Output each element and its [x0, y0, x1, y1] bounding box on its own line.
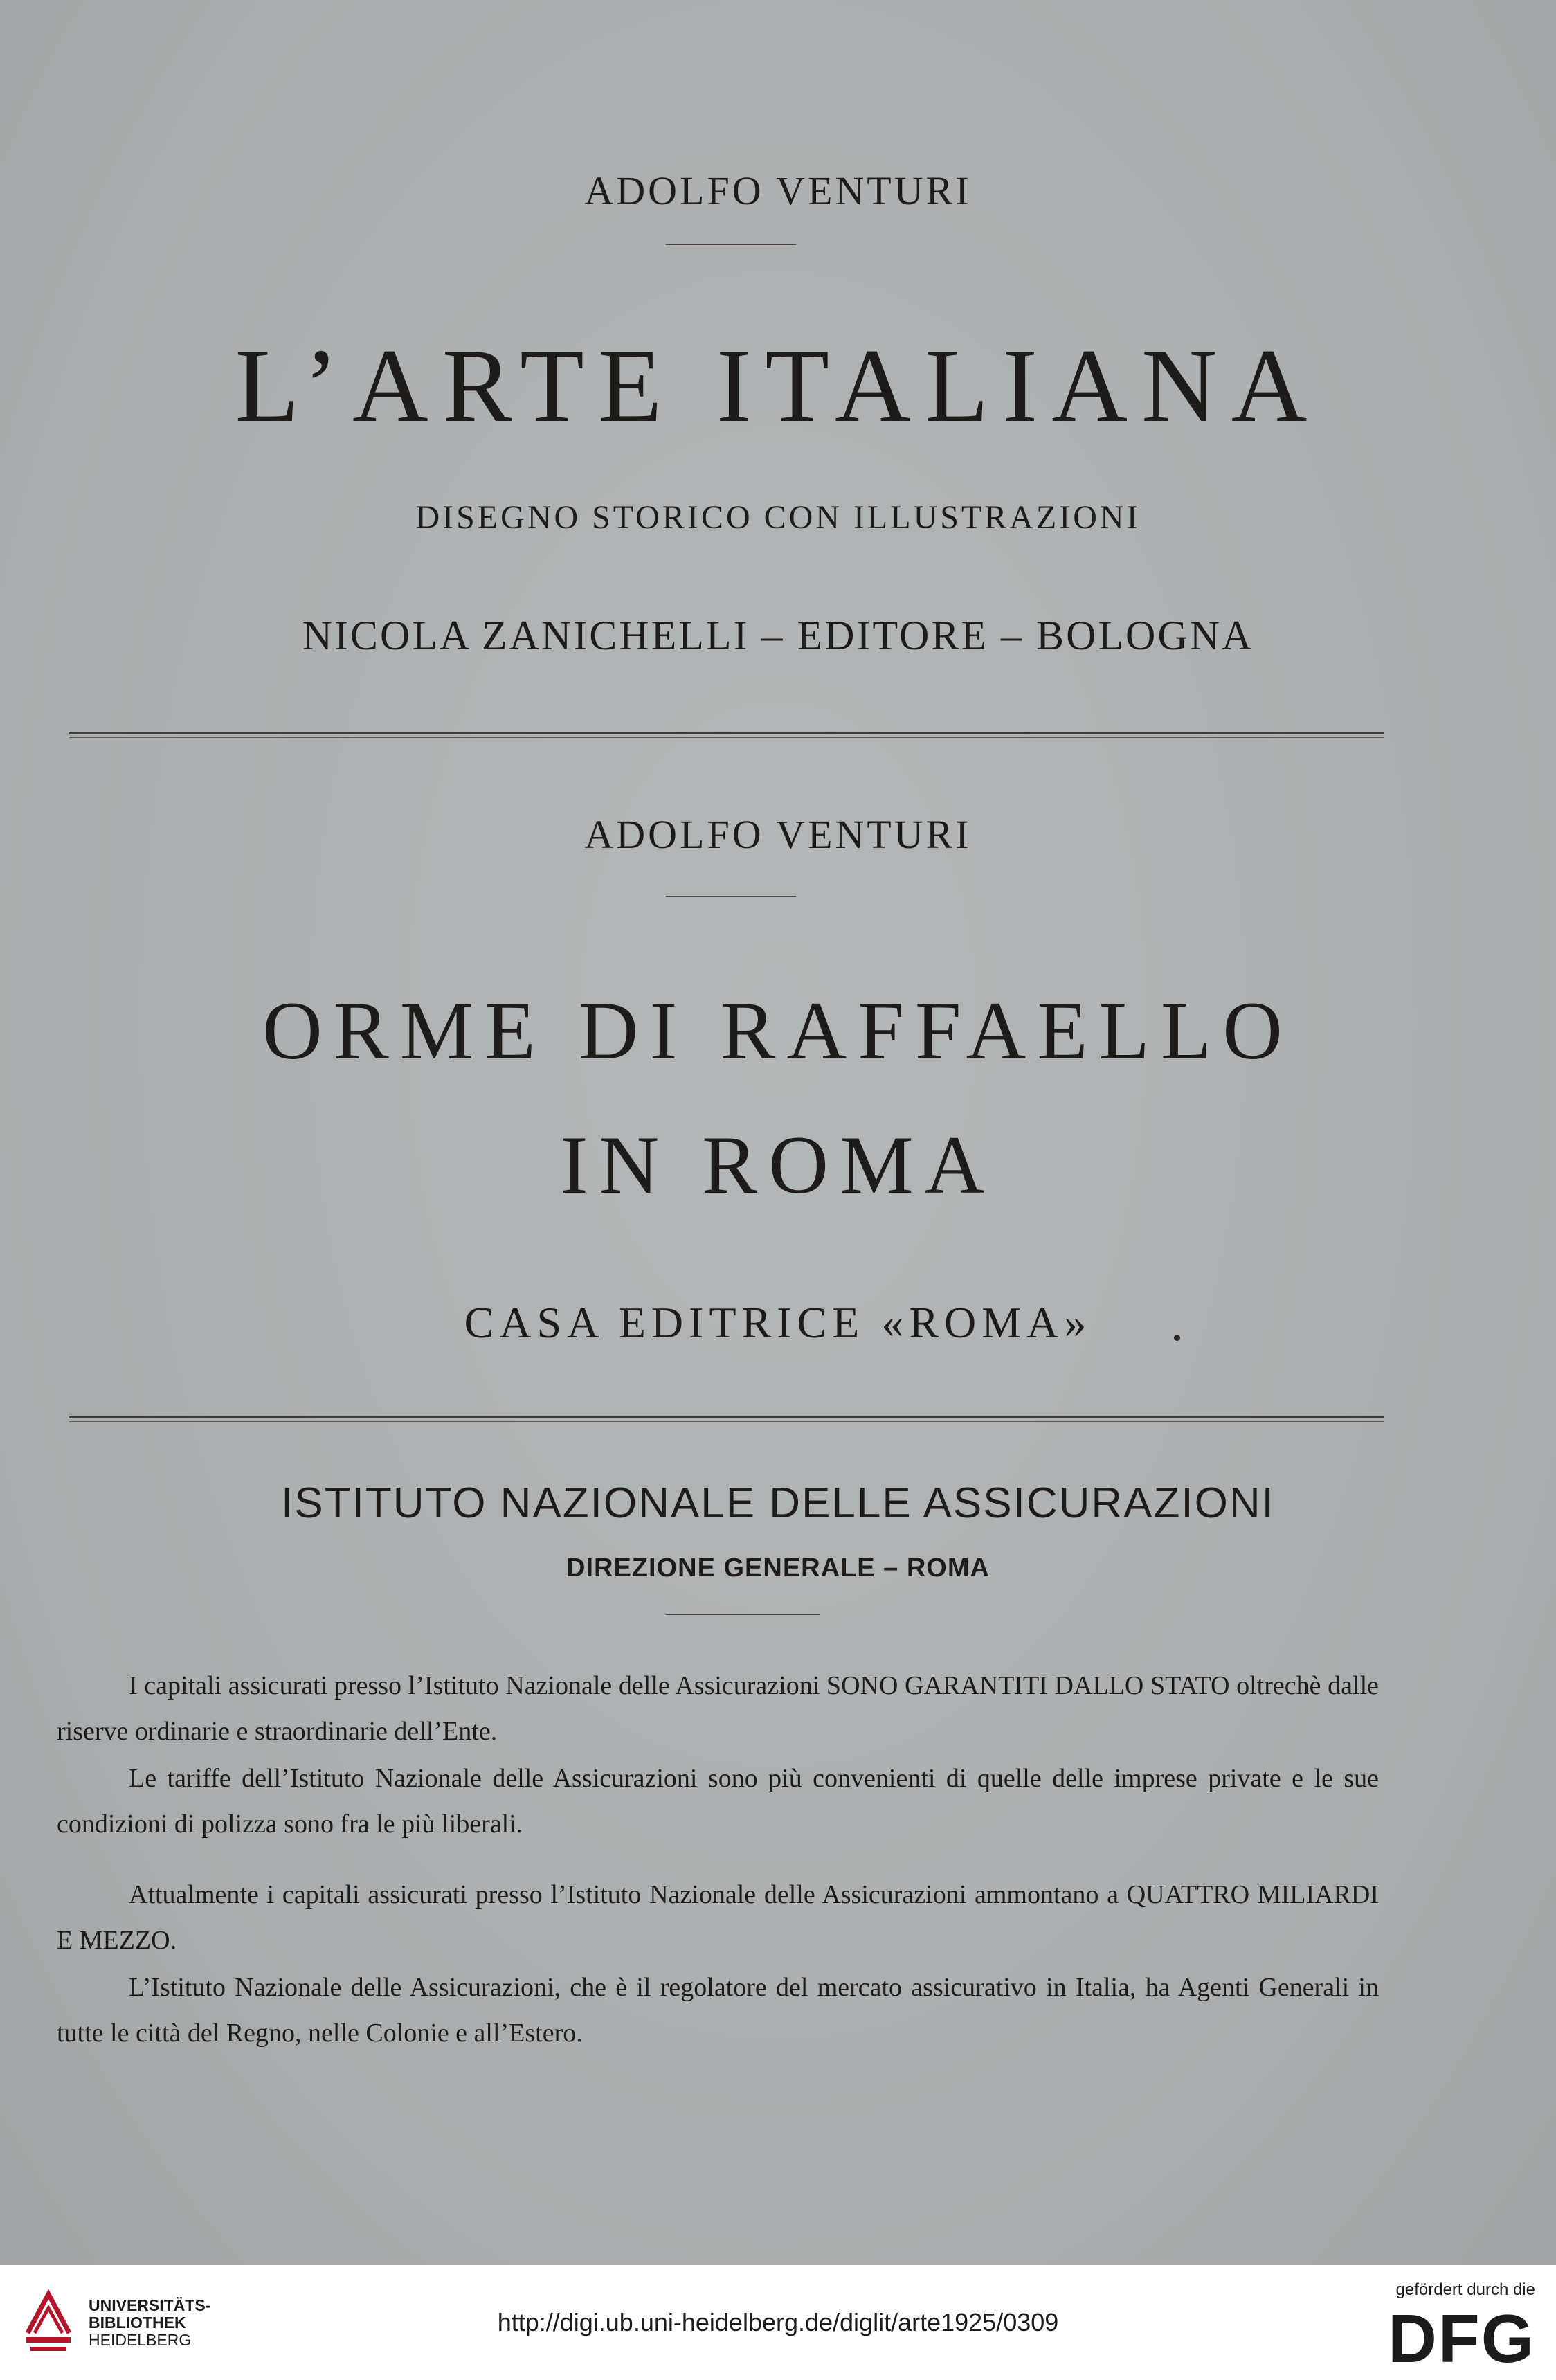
ad2-publisher: CASA EDITRICE «ROMA» — [464, 1298, 1092, 1347]
ad2-title-line2: IN ROMA — [560, 1119, 996, 1211]
library-name-line: HEIDELBERG — [89, 2331, 192, 2349]
library-name-line: UNIVERSITÄTS- — [89, 2296, 211, 2314]
ad1-publisher: NICOLA ZANICHELLI – EDITORE – BOLOGNA — [302, 613, 1254, 658]
ad3-paragraph: I capitali assicurati presso l’Istituto Nazionale delle Assicurazioni SONO GARANTITI DALLO STATO oltrechè dalle riserve ordinarie e straordinarie dell’Ente. — [57, 1671, 1379, 1746]
ad3-subtitle: DIREZIONE GENERALE – ROMA — [566, 1553, 990, 1583]
ad2-author: ADOLFO VENTURI — [584, 812, 972, 857]
ad1-author: ADOLFO VENTURI — [584, 168, 972, 213]
ad3-short-rule — [666, 1614, 820, 1615]
ad1-short-rule — [666, 244, 796, 245]
ad1-subtitle: DISEGNO STORICO CON ILLUSTRAZIONI — [415, 499, 1141, 536]
library-name-line: BIBLIOTHEK — [89, 2314, 186, 2332]
ad2-title-line1: ORME DI RAFFAELLO — [262, 984, 1294, 1076]
ad3-paragraph: Le tariffe dell’Istituto Nazionale delle Assicurazioni sono più convenienti di quelle delle imprese private e le sue condizioni di polizza sono fra le più liberali. — [57, 1764, 1379, 1839]
section-divider — [69, 732, 1384, 738]
funding-label: gefördert durch die — [1395, 2280, 1535, 2299]
ad1-title: L’ARTE ITALIANA — [235, 327, 1321, 444]
ad2-short-rule — [666, 896, 796, 897]
permalink-url[interactable]: http://digi.ub.uni-heidelberg.de/diglit/arte1925/0309 — [497, 2308, 1059, 2336]
dfg-logo-icon[interactable]: DFG — [1388, 2300, 1535, 2377]
ad3-paragraph: L’Istituto Nazionale delle Assicurazioni, che è il regolatore del mercato assicurativo in Italia, ha Agenti Generali in tutte le città del Regno, nelle Colonie e all’Estero. — [57, 1973, 1379, 2048]
ad3-paragraph: Attualmente i capitali assicurati presso l’Istituto Nazionale delle Assicurazioni ammontano a QUATTRO MILIARDI E MEZZO. — [57, 1880, 1379, 1955]
ad3-title: ISTITUTO NAZIONALE DELLE ASSICURAZIONI — [281, 1479, 1275, 1527]
ink-speck — [1174, 1335, 1180, 1341]
digitization-footer — [0, 2265, 1556, 2380]
section-divider — [69, 1416, 1384, 1422]
